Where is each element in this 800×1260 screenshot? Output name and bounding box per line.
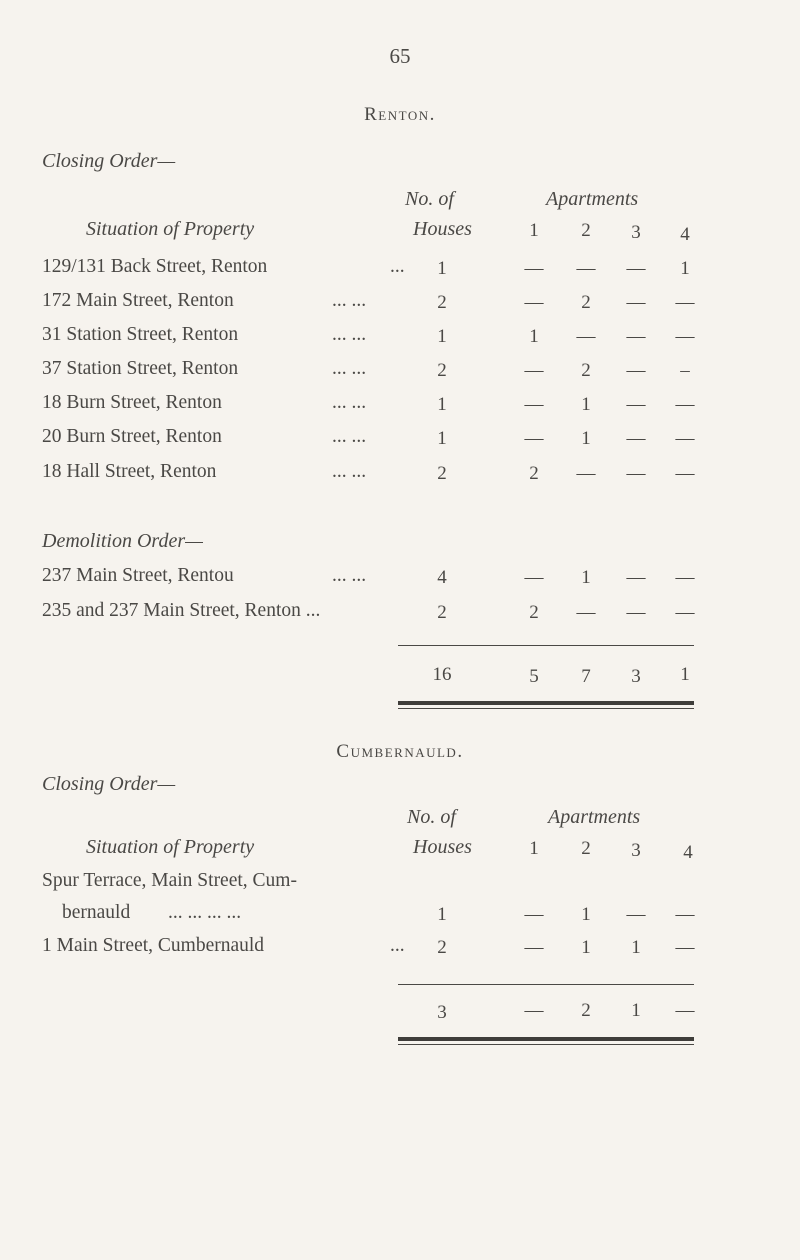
demolition-order-heading: Demolition Order— bbox=[42, 530, 203, 552]
row-apt-4: — bbox=[675, 394, 695, 415]
row-houses: 2 bbox=[437, 463, 447, 484]
row-apt-1: — bbox=[524, 394, 544, 415]
cumbernauld-totals-rule bbox=[398, 984, 694, 985]
col-header-apt-4: 4 bbox=[683, 842, 693, 863]
row-apt-3: — bbox=[626, 904, 646, 925]
col-header-situation: Situation of Property bbox=[86, 836, 255, 858]
row-apt-1: — bbox=[524, 904, 544, 925]
row-situation: 237 Main Street, Rentou bbox=[42, 565, 234, 586]
row-leader: ... ... ... ... bbox=[168, 902, 242, 923]
row-situation: 18 Hall Street, Renton bbox=[42, 461, 217, 482]
col-header-no-of: No. of bbox=[405, 188, 454, 210]
col-header-houses: Houses bbox=[413, 836, 472, 858]
closing-order-heading: Closing Order— bbox=[42, 150, 176, 172]
row-apt-4: — bbox=[675, 567, 695, 588]
row-apt-2: — bbox=[576, 602, 596, 623]
row-apt-3: — bbox=[626, 602, 646, 623]
closing-order-heading: Closing Order— bbox=[42, 773, 176, 795]
col-header-houses: Houses bbox=[413, 218, 472, 240]
row-apt-4: — bbox=[675, 326, 695, 347]
row-apt-3: — bbox=[626, 360, 646, 381]
row-situation: Spur Terrace, Main Street, Cum- bbox=[42, 870, 297, 891]
row-apt-3: — bbox=[626, 567, 646, 588]
total-houses: 3 bbox=[437, 1002, 447, 1023]
row-houses: 2 bbox=[437, 292, 447, 313]
row-houses: 4 bbox=[437, 567, 447, 588]
total-apt-3: 3 bbox=[631, 666, 641, 687]
row-apt-3: — bbox=[626, 326, 646, 347]
row-leader: ... ... bbox=[332, 565, 367, 586]
renton-double-rule-lower bbox=[398, 708, 694, 709]
row-apt-3: — bbox=[626, 394, 646, 415]
row-apt-2: 1 bbox=[581, 394, 591, 415]
row-apt-1: — bbox=[524, 292, 544, 313]
row-houses: 2 bbox=[437, 360, 447, 381]
row-leader: ... ... bbox=[332, 324, 367, 345]
row-leader: ... ... bbox=[332, 426, 367, 447]
row-situation: 1 Main Street, Cumbernauld bbox=[42, 935, 265, 956]
row-situation: 31 Station Street, Renton bbox=[42, 324, 239, 345]
row-apt-4: — bbox=[675, 292, 695, 313]
row-apt-1: 2 bbox=[529, 463, 539, 484]
row-apt-1: — bbox=[524, 258, 544, 279]
row-apt-4: — bbox=[675, 904, 695, 925]
row-houses: 1 bbox=[437, 258, 447, 279]
col-header-apartments: Apartments bbox=[546, 188, 639, 210]
row-apt-1: 1 bbox=[529, 326, 539, 347]
row-apt-2: 1 bbox=[581, 937, 591, 958]
row-houses: 1 bbox=[437, 326, 447, 347]
row-apt-3: — bbox=[626, 258, 646, 279]
col-header-apt-1: 1 bbox=[529, 838, 539, 859]
total-apt-1: 5 bbox=[529, 666, 539, 687]
row-leader: ... ... bbox=[332, 290, 367, 311]
cumbernauld-double-rule bbox=[398, 1037, 694, 1041]
row-apt-4: — bbox=[675, 428, 695, 449]
col-header-situation: Situation of Property bbox=[86, 218, 255, 240]
col-header-apt-2: 2 bbox=[581, 838, 591, 859]
row-apt-3: — bbox=[626, 292, 646, 313]
row-apt-1: — bbox=[524, 567, 544, 588]
section-title-renton: Renton. bbox=[364, 104, 436, 125]
row-situation: 129/131 Back Street, Renton bbox=[42, 256, 268, 277]
col-header-apartments: Apartments bbox=[548, 806, 641, 828]
row-situation: 235 and 237 Main Street, Renton ... bbox=[42, 600, 321, 621]
row-situation: 172 Main Street, Renton bbox=[42, 290, 234, 311]
total-apt-4: 1 bbox=[680, 664, 690, 685]
row-leader: ... bbox=[390, 935, 405, 956]
total-apt-2: 2 bbox=[581, 1000, 591, 1021]
row-leader: ... ... bbox=[332, 358, 367, 379]
row-apt-1: — bbox=[524, 360, 544, 381]
col-header-apt-2: 2 bbox=[581, 220, 591, 241]
col-header-no-of: No. of bbox=[407, 806, 456, 828]
row-apt-2: — bbox=[576, 326, 596, 347]
col-header-apt-4: 4 bbox=[680, 224, 690, 245]
renton-totals-rule bbox=[398, 645, 694, 646]
cumbernauld-double-rule-lower bbox=[398, 1044, 694, 1045]
row-apt-3: — bbox=[626, 428, 646, 449]
row-apt-3: — bbox=[626, 463, 646, 484]
row-apt-1: 2 bbox=[529, 602, 539, 623]
row-apt-3: 1 bbox=[631, 937, 641, 958]
row-apt-4: – bbox=[680, 360, 690, 381]
row-houses: 1 bbox=[437, 428, 447, 449]
row-apt-2: — bbox=[576, 258, 596, 279]
total-houses: 16 bbox=[432, 664, 452, 685]
total-apt-3: 1 bbox=[631, 1000, 641, 1021]
row-apt-2: — bbox=[576, 463, 596, 484]
row-apt-2: 1 bbox=[581, 904, 591, 925]
total-apt-4: — bbox=[675, 1000, 695, 1021]
row-apt-4: — bbox=[675, 602, 695, 623]
row-apt-2: 1 bbox=[581, 428, 591, 449]
row-apt-2: 2 bbox=[581, 360, 591, 381]
row-situation-continued: bernauld bbox=[62, 902, 131, 923]
row-leader: ... ... bbox=[332, 461, 367, 482]
row-situation: 18 Burn Street, Renton bbox=[42, 392, 222, 413]
col-header-apt-3: 3 bbox=[631, 840, 641, 861]
row-apt-2: 2 bbox=[581, 292, 591, 313]
row-apt-2: 1 bbox=[581, 567, 591, 588]
page-number: 65 bbox=[389, 44, 411, 68]
total-apt-2: 7 bbox=[581, 666, 591, 687]
row-houses: 2 bbox=[437, 602, 447, 623]
col-header-apt-1: 1 bbox=[529, 220, 539, 241]
row-houses: 1 bbox=[437, 904, 447, 925]
total-apt-1: — bbox=[524, 1000, 544, 1021]
row-apt-4: — bbox=[675, 937, 695, 958]
row-apt-4: 1 bbox=[680, 258, 690, 279]
row-situation: 37 Station Street, Renton bbox=[42, 358, 239, 379]
row-apt-1: — bbox=[524, 428, 544, 449]
row-leader: ... ... bbox=[332, 392, 367, 413]
row-leader: ... bbox=[390, 256, 405, 277]
row-houses: 2 bbox=[437, 937, 447, 958]
section-title-cumbernauld: Cumbernauld. bbox=[336, 741, 464, 762]
col-header-apt-3: 3 bbox=[631, 222, 641, 243]
row-apt-4: — bbox=[675, 463, 695, 484]
row-houses: 1 bbox=[437, 394, 447, 415]
renton-double-rule bbox=[398, 701, 694, 705]
row-situation: 20 Burn Street, Renton bbox=[42, 426, 222, 447]
row-apt-1: — bbox=[524, 937, 544, 958]
